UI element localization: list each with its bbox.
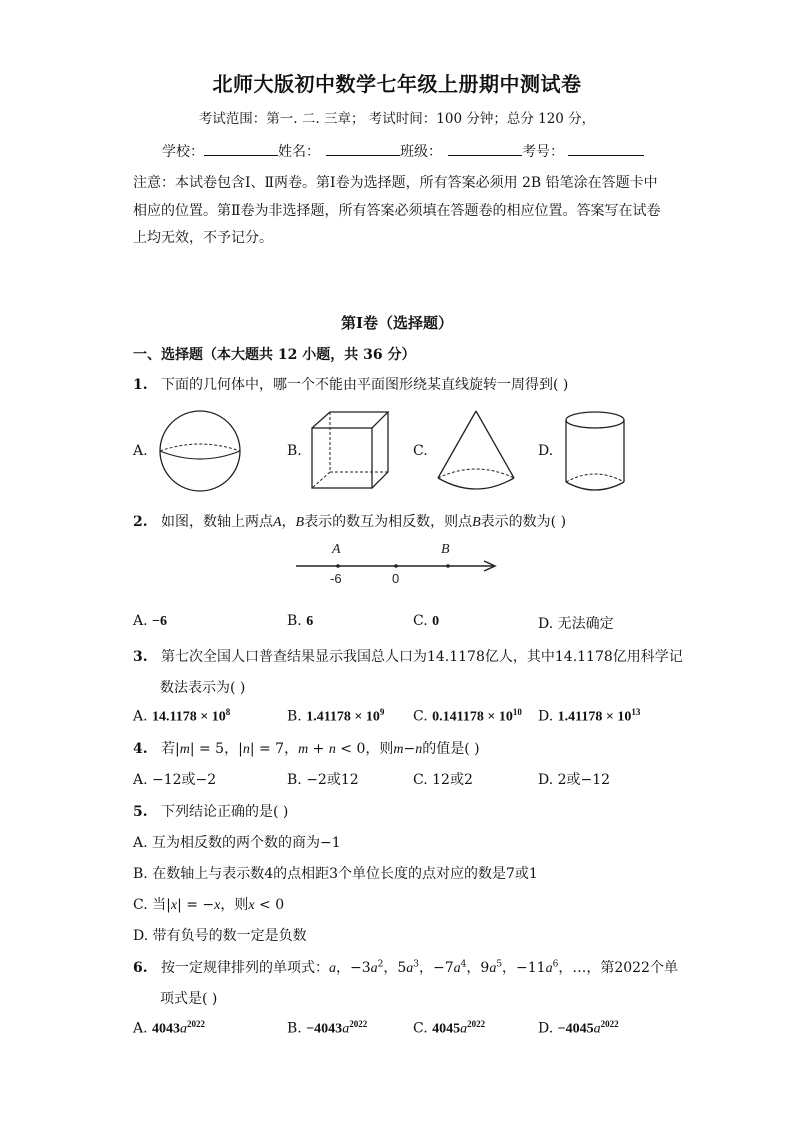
q2-option-d[interactable]: D. 无法确定 <box>538 616 614 632</box>
q1-option-b-label[interactable]: B. <box>287 443 302 459</box>
tick-a-label: -6 <box>330 571 342 586</box>
exam-notice: 注意：本试卷包含Ⅰ、Ⅱ两卷。第Ⅰ卷为选择题，所有答案必须用 2B 铅笔涂在答题卡中相应的位置。第Ⅱ卷为非选择题，所有答案必须填在答题卷的相应位置。答案写在试卷上均无效，不予记分。 <box>133 175 661 246</box>
q5-option-c[interactable]: C. 当|x| = −x，则x < 0 <box>133 897 285 913</box>
cube-figure <box>308 410 392 492</box>
q6-option-a[interactable]: A. $4043a^{2022}$ <box>133 1019 206 1037</box>
cylinder-figure <box>562 410 628 494</box>
question-6: 6. 按一定规律排列的单项式：a，$-3a^2$，$5a^3$，$-7a^4$，$9a^5$，$-11a^6$，…，第2022个单 <box>133 959 678 976</box>
school-label: 学校： <box>162 144 204 160</box>
q3-option-a[interactable]: A. $14.1178 \times 10^8$ <box>133 707 231 725</box>
q5-option-a[interactable]: A. 互为相反数的两个数的商为−1 <box>133 835 341 851</box>
section-title: 第Ⅰ卷（选择题） <box>340 314 454 332</box>
class-label: 班级： <box>400 144 442 160</box>
question-3-line2: 数法表示为( ) <box>160 680 246 696</box>
q6-option-b[interactable]: B. $-4043a^{2022}$ <box>287 1019 368 1037</box>
q2-option-a[interactable]: A. −6 <box>133 613 167 629</box>
q6-option-d[interactable]: D. $-4045a^{2022}$ <box>538 1019 619 1037</box>
q2-option-c[interactable]: C. 0 <box>413 613 440 629</box>
q1-option-c-label[interactable]: C. <box>413 443 428 459</box>
part-heading: 一、选择题（本大题共 12 小题，共 36 分） <box>133 347 416 363</box>
question-2: 2. 如图，数轴上两点A，B表示的数互为相反数，则点B表示的数为( ) <box>133 514 567 530</box>
number-blank[interactable] <box>568 141 644 156</box>
question-5: 5. 下列结论正确的是( ) <box>133 804 289 820</box>
name-blank[interactable] <box>326 141 400 156</box>
question-3: 3. 第七次全国人口普查结果显示我国总人口为14.1178亿人，其中14.1178亿用科学记 <box>133 649 683 665</box>
number-line-figure <box>292 538 502 588</box>
q5-option-d[interactable]: D. 带有负号的数一定是负数 <box>133 928 307 944</box>
school-blank[interactable] <box>204 141 278 156</box>
q2-option-b[interactable]: B. 6 <box>287 613 314 629</box>
point-a-label: A <box>332 542 341 557</box>
q5-option-b[interactable]: B. 在数轴上与表示数4的点相距3个单位长度的点对应的数是7或1 <box>133 866 538 882</box>
exam-title: 北师大版初中数学七年级上册期中测试卷 <box>212 72 582 96</box>
class-blank[interactable] <box>448 141 522 156</box>
q3-option-b[interactable]: B. $1.41178 \times 10^9$ <box>287 707 385 725</box>
name-label: 姓名： <box>278 144 320 160</box>
exam-scope: 考试范围：第一. 二. 三章； 考试时间：100 分钟；总分 120 分， <box>198 111 596 127</box>
number-label: 考号： <box>522 144 564 160</box>
q1-option-d-label[interactable]: D. <box>538 443 554 459</box>
question-4: 4. 若|m| = 5，|n| = 7，m + n < 0，则m−n的值是( ) <box>133 741 480 757</box>
q6-option-c[interactable]: C. $4045a^{2022}$ <box>413 1019 486 1037</box>
cone-figure <box>432 408 520 494</box>
tick-zero-label: 0 <box>392 571 400 586</box>
q4-option-d[interactable]: D. 2或−12 <box>538 772 611 788</box>
q4-option-c[interactable]: C. 12或2 <box>413 772 473 788</box>
info-fields-row <box>162 141 644 161</box>
point-b-label: B <box>441 542 450 557</box>
question-1: 1. 下面的几何体中，哪一个不能由平面图形绕某直线旋转一周得到( ) <box>133 377 569 393</box>
sphere-figure <box>155 409 245 493</box>
q4-option-b[interactable]: B. −2或12 <box>287 772 359 788</box>
question-6-line2: 项式是( ) <box>160 991 218 1007</box>
q3-option-c[interactable]: C. $0.141178 \times 10^{10}$ <box>413 707 522 725</box>
q4-option-a[interactable]: A. −12或−2 <box>133 772 217 788</box>
q1-option-a-label[interactable]: A. <box>133 443 148 459</box>
q3-option-d[interactable]: D. $1.41178 \times 10^{13}$ <box>538 707 641 725</box>
